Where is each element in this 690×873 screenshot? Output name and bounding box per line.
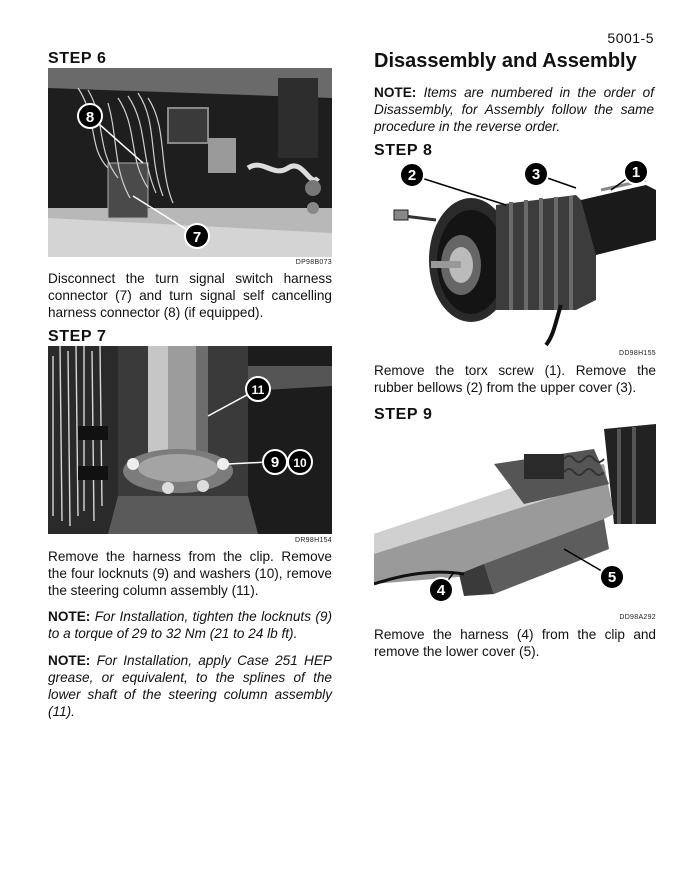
callout-1-label: 1 [631,164,641,181]
step-6-text: Disconnect the turn signal switch harness connector (7) and turn signal self cancelling harness connector (8) (if equipped). [48,271,332,320]
note-torque-text: For Installation, tighten the locknuts (9) to a torque of 29 to 32 Nm (21 to 24 lb ft). [48,609,333,641]
step-9-figure-code: DD98A292 [619,614,656,621]
step-7-heading: STEP 7 [48,328,107,345]
note-grease-label: NOTE: [48,653,91,668]
step-8-heading: STEP 8 [374,142,433,159]
intro-note-label: NOTE: [374,85,417,100]
callout-9-label: 9 [270,454,280,471]
step-6-photo [48,68,332,257]
callout-11-label: 11 [251,383,265,397]
callout-7-label: 7 [192,229,202,246]
callout-5-label: 5 [607,569,617,586]
callout-8-label: 8 [85,109,95,126]
step-6-figure-code: DP98B073 [295,259,332,266]
note-torque-label: NOTE: [48,609,91,624]
intro-note [374,84,654,135]
callout-3-label: 3 [531,166,541,183]
note-grease [48,652,332,720]
step-9-text: Remove the harness (4) from the clip and remove the lower cover (5). [374,627,656,659]
callout-2-label: 2 [407,167,417,184]
step-8-photo [386,160,656,350]
step-9-heading: STEP 9 [374,406,433,423]
callout-10-label: 10 [293,456,307,470]
intro-note-text: Items are numbered in the order of Disassembly, for Assembly follow the same procedure in the reverse order. [374,85,654,134]
step-9-photo [374,424,656,610]
callout-4-label: 4 [436,582,446,599]
step-7-photo [48,346,332,534]
note-grease-text: For Installation, apply Case 251 HEP grease, or equivalent, to the splines of the lower shaft of the steering column assembly (11). [48,653,332,719]
step-7-text: Remove the harness from the clip. Remove the four locknuts (9) and washers (10), remove the steering column assembly (11). [48,549,332,598]
section-title: Disassembly and Assembly [374,50,637,72]
step-7-figure-code: DR98H154 [294,537,332,544]
page-number: 5001-5 [607,30,654,46]
step-8-figure-code: DD98H155 [618,350,656,357]
step-6-heading: STEP 6 [48,50,107,67]
note-torque [48,608,332,642]
step-8-text: Remove the torx screw (1). Remove the rubber bellows (2) from the upper cover (3). [374,363,656,395]
